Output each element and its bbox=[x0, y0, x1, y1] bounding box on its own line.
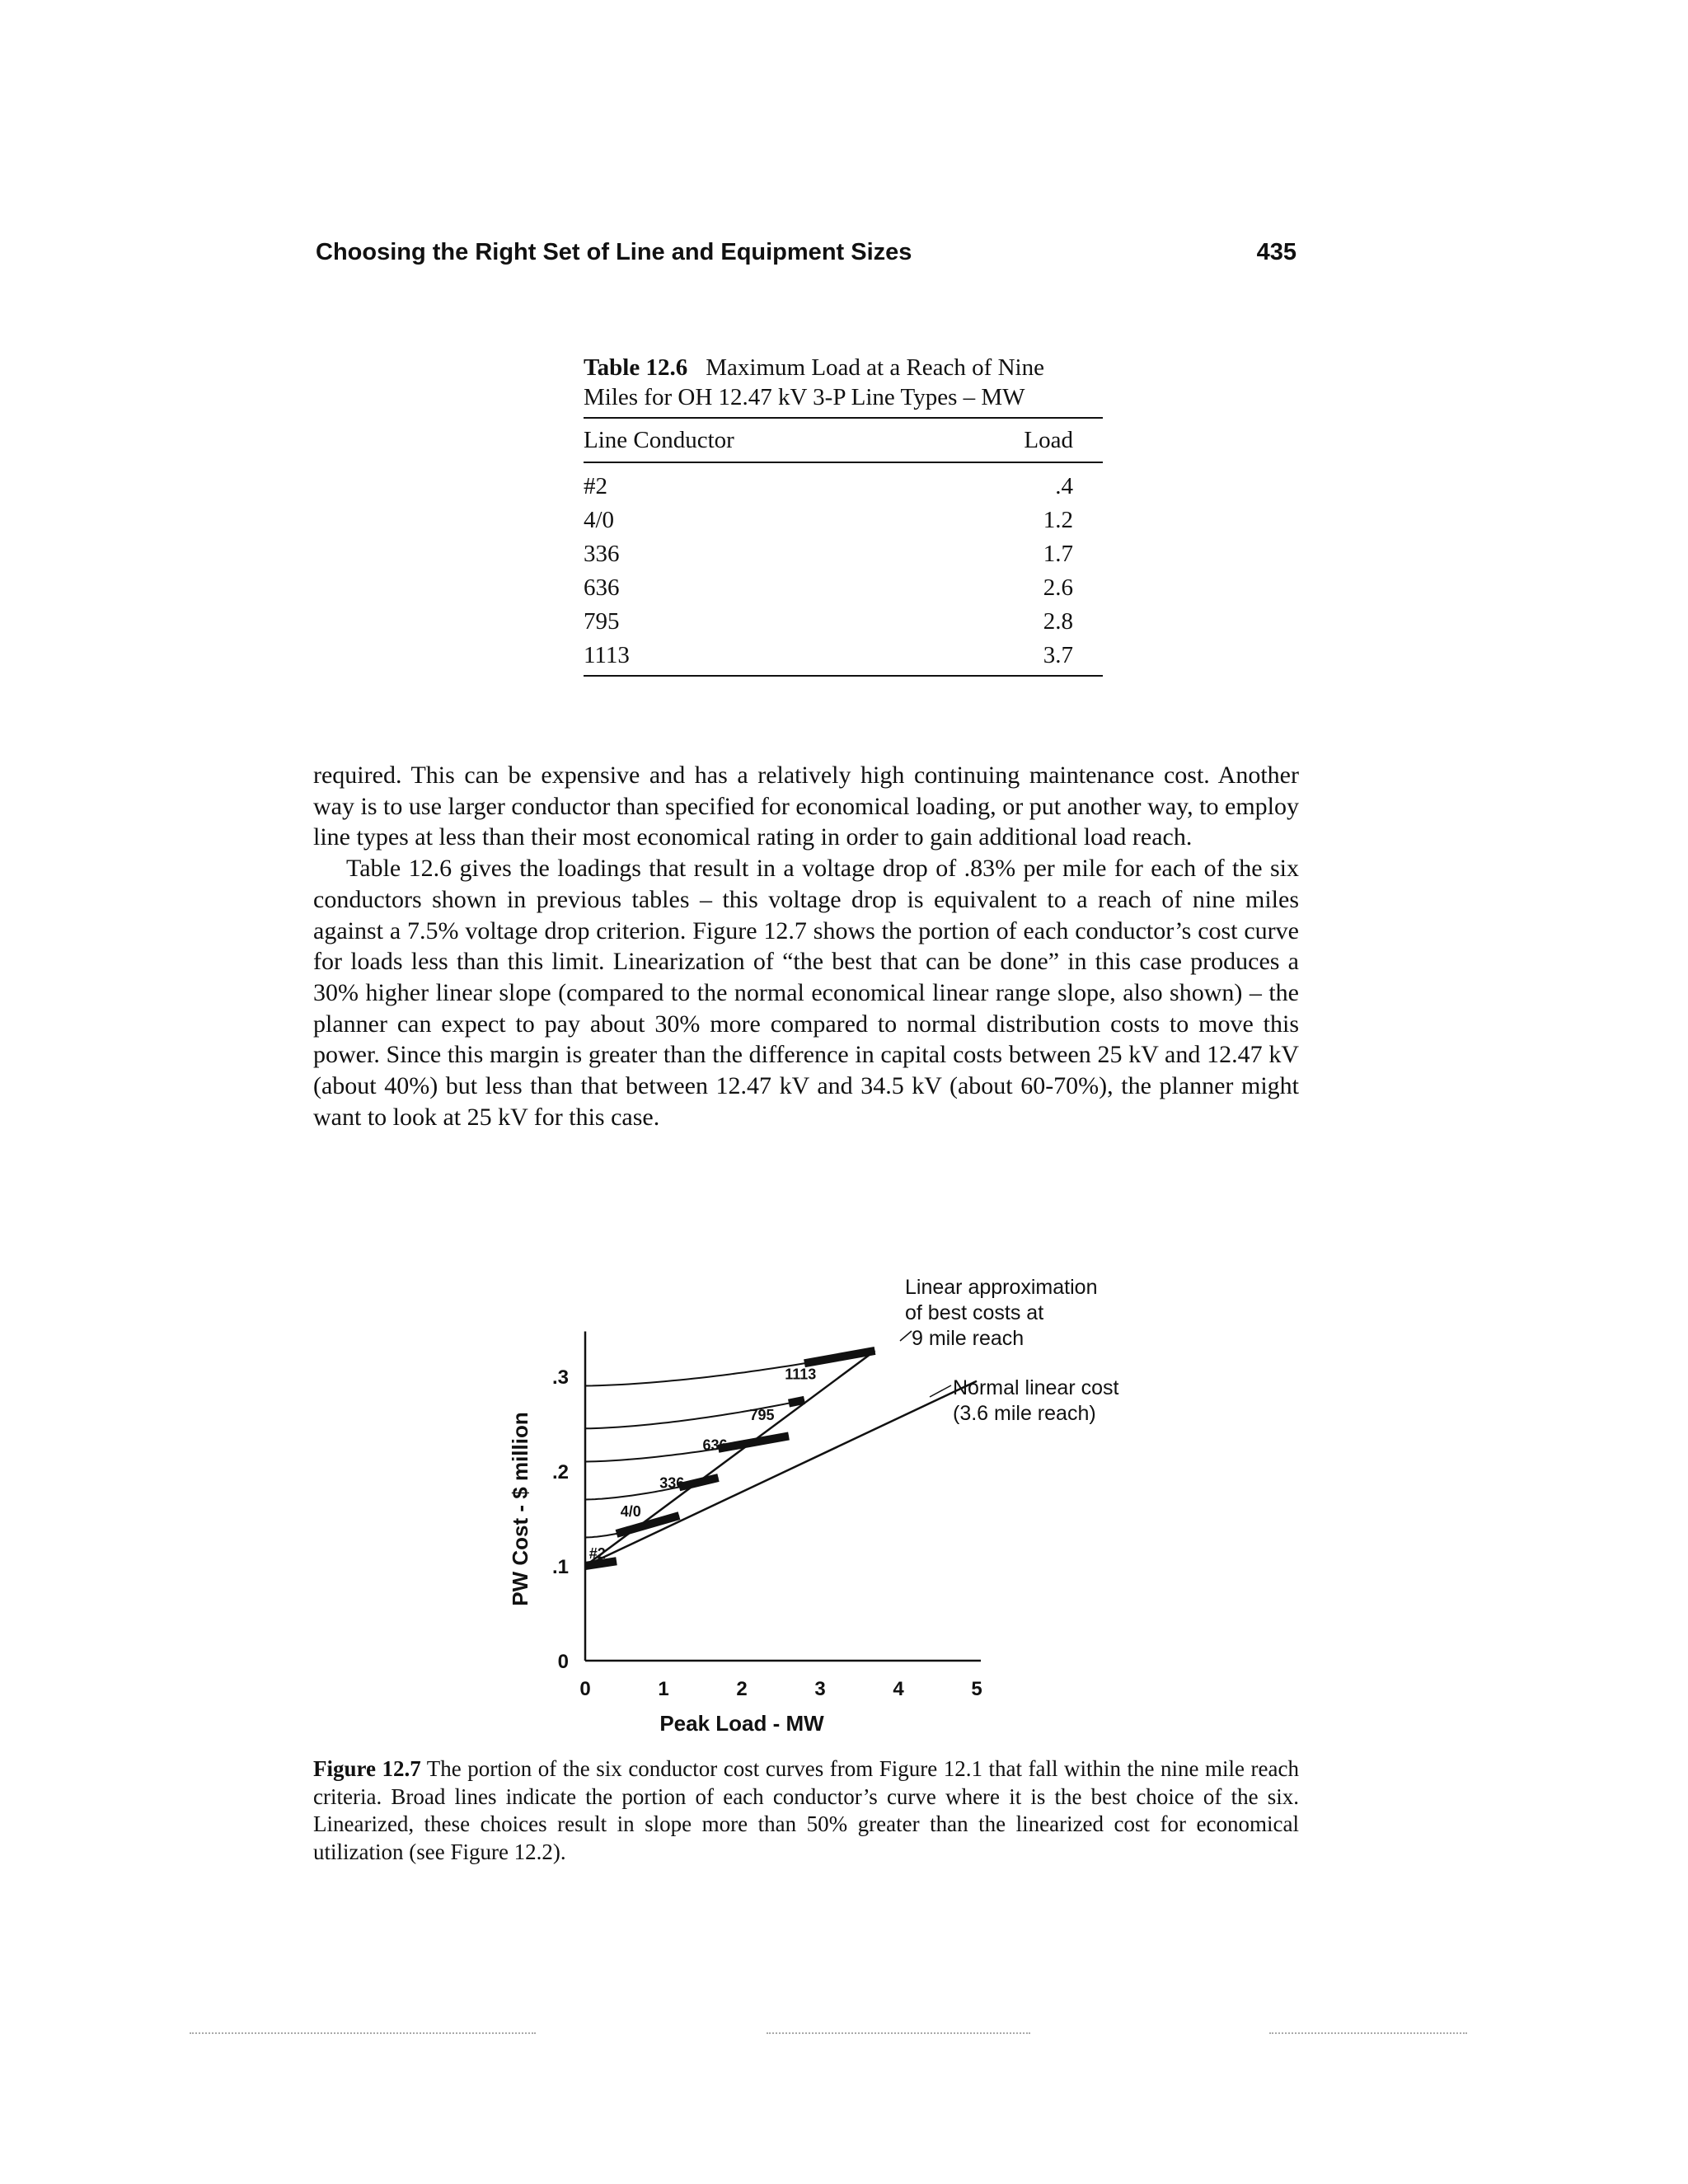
header-load: Load bbox=[1024, 427, 1073, 453]
curve-label: 1113 bbox=[785, 1366, 817, 1383]
x-tick-label: 3 bbox=[814, 1678, 826, 1700]
cell-load: 1.7 bbox=[1043, 541, 1073, 567]
annotation-text: (3.6 mile reach) bbox=[953, 1402, 1096, 1425]
table-header-row bbox=[584, 418, 1103, 462]
table-row bbox=[584, 537, 1103, 571]
cell-load: .4 bbox=[1055, 473, 1073, 499]
x-tick-label: 0 bbox=[579, 1678, 591, 1700]
annotation-leader bbox=[900, 1331, 912, 1341]
figure-12-7 bbox=[462, 1265, 1203, 1735]
figure-caption-text: The portion of the six conductor cost curves from Figure 12.1 that fall within the nine mile reach criteria. Broad lines indicate the portion of each conductor’s curve where it is the best choice of the six. Linearized, these choices result in slope more than 50% greater than the linearized cost for economical utilization (see Figure 12.2). bbox=[313, 1756, 1299, 1865]
cell-load: 2.8 bbox=[1043, 608, 1073, 635]
annotation-text: 9 mile reach bbox=[912, 1327, 1025, 1350]
cell-load: 2.6 bbox=[1043, 574, 1073, 601]
table-label: Table 12.6 bbox=[584, 354, 688, 381]
cell-conductor: 336 bbox=[584, 541, 620, 567]
figure-label: Figure 12.7 bbox=[313, 1756, 421, 1781]
header-line-conductor: Line Conductor bbox=[584, 427, 734, 453]
running-head bbox=[316, 239, 1296, 280]
best-cost-linear-line bbox=[585, 1351, 875, 1566]
figure-caption bbox=[313, 1755, 1299, 1867]
annotation-text: Normal linear cost bbox=[953, 1376, 1119, 1399]
best-range-1113 bbox=[804, 1351, 875, 1363]
table-caption bbox=[584, 353, 1103, 412]
running-head-title: Choosing the Right Set of Line and Equipment Sizes bbox=[316, 239, 912, 265]
x-tick-label: 4 bbox=[893, 1678, 904, 1700]
paragraph-2: Table 12.6 gives the loadings that result in a voltage drop of .83% per mile for each of the six conductors shown in previous tables – this voltage drop is equivalent to a reach of nine miles against a 7.5% voltage drop criterion. Figure 12.7 shows the portion of each conductor’s cost curve for loads less than this limit. Linearization of “the best that can be done” in this case produces a 30% higher linear slope (compared to the normal economical linear range slope, also shown) – the planner can expect to pay about 30% more compared to normal distribution costs to move this power. Since this margin is greater than the difference in capital costs between 25 kV and 12.47 kV (about 40%) but less than that between 12.47 kV and 34.5 kV (about 60-70%), the planner might want to look at 25 kV for this case. bbox=[313, 855, 1299, 1131]
table-row bbox=[584, 462, 1103, 504]
x-axis-label: Peak Load - MW bbox=[659, 1711, 824, 1735]
normal-linear-cost-line bbox=[585, 1381, 977, 1566]
scan-artifact bbox=[1269, 2032, 1467, 2037]
cell-conductor: #2 bbox=[584, 473, 607, 499]
curve-label: 636 bbox=[702, 1436, 728, 1454]
annotation-text: Linear approximation bbox=[905, 1276, 1098, 1299]
curve-label: #2 bbox=[588, 1544, 606, 1562]
x-tick-label: 1 bbox=[658, 1678, 669, 1700]
y-tick-label: .3 bbox=[551, 1366, 569, 1389]
scan-artifact bbox=[767, 2032, 1030, 2037]
y-tick-label: 0 bbox=[557, 1651, 569, 1673]
load-table bbox=[584, 417, 1103, 677]
best-range-636 bbox=[719, 1436, 790, 1448]
curve-label: 4/0 bbox=[620, 1503, 641, 1521]
cell-conductor: 1113 bbox=[584, 642, 630, 668]
table-row bbox=[584, 639, 1103, 676]
y-tick-label: .2 bbox=[551, 1461, 569, 1483]
cell-conductor: 636 bbox=[584, 574, 620, 601]
table-12-6 bbox=[584, 353, 1103, 677]
table-row bbox=[584, 605, 1103, 639]
cell-conductor: 795 bbox=[584, 608, 620, 635]
curve-label: 795 bbox=[749, 1406, 775, 1423]
scan-artifact bbox=[190, 2032, 536, 2037]
paragraph-1: required. This can be expensive and has a relatively high continuing maintenance cost. Another way is to use larger conductor than specified for economical loading, or put another way, to employ line types at less than their most economical rating in order to gain additional load reach. bbox=[313, 762, 1299, 851]
cell-load: 1.2 bbox=[1043, 507, 1073, 533]
cell-load: 3.7 bbox=[1043, 642, 1073, 668]
table-row bbox=[584, 571, 1103, 605]
x-tick-label: 5 bbox=[971, 1678, 982, 1700]
annotation-text: of best costs at bbox=[905, 1301, 1044, 1324]
page-number: 435 bbox=[1256, 239, 1296, 265]
y-axis-label: PW Cost - $ million bbox=[508, 1412, 532, 1606]
cell-conductor: 4/0 bbox=[584, 507, 615, 533]
table-caption-text: Maximum Load at a Reach of Nine Miles for OH 12.47 kV 3-P Line Types – MW bbox=[584, 354, 1044, 410]
table-row bbox=[584, 504, 1103, 537]
curve-label: 336 bbox=[659, 1474, 685, 1492]
best-range-795 bbox=[789, 1400, 804, 1404]
y-tick-label: .1 bbox=[551, 1556, 569, 1578]
body-text bbox=[313, 760, 1299, 1132]
x-tick-label: 2 bbox=[736, 1678, 748, 1700]
cost-curve-chart bbox=[462, 1265, 1203, 1735]
